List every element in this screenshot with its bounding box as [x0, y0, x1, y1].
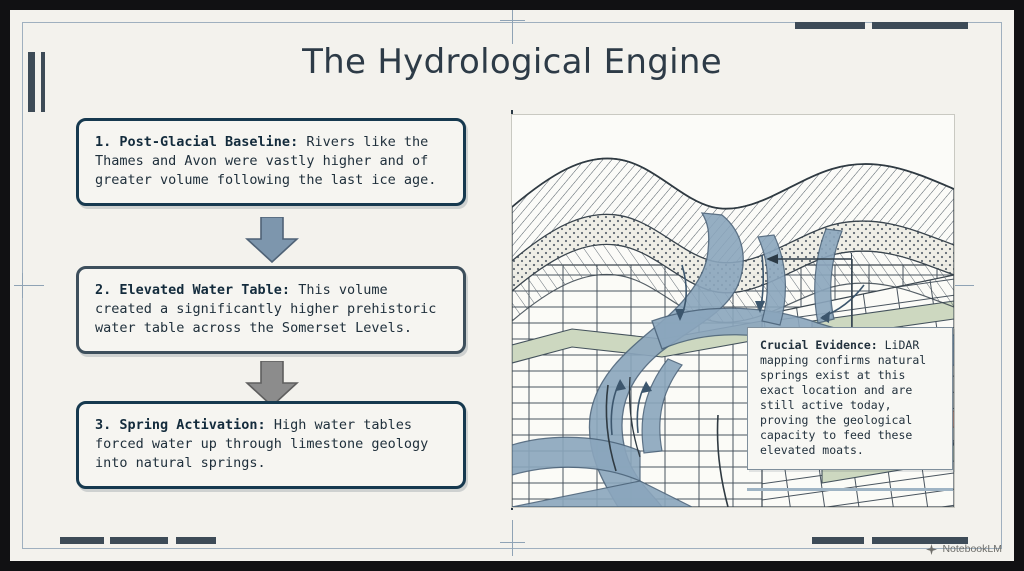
step-2-body: This volume created a significantly higher prehistoric water table across the Somerset Levels.: [95, 282, 437, 336]
arrow-step1-to-step2: [245, 217, 299, 263]
registration-tick-bottom: [512, 520, 513, 556]
registration-cross-bottom: [500, 542, 525, 543]
page-title: The Hydrological Engine: [302, 42, 722, 82]
step-3-heading: 3. Spring Activation:: [95, 417, 266, 433]
step-1-heading: 1. Post-Glacial Baseline:: [95, 134, 299, 150]
step-card-3: [76, 401, 466, 489]
callout-body: LiDAR mapping confirms natural springs exist at this exact location and are still active today, proving the geological: [760, 338, 927, 427]
callout-leader-line: [851, 253, 852, 327]
step-card-2: [76, 266, 466, 354]
notebooklm-sparkle-icon: [926, 544, 937, 555]
registration-cross-left: [22, 273, 23, 298]
corner-bar-bottom-left-c: [176, 537, 216, 544]
corner-bar-bottom-left-a: [60, 537, 104, 544]
step-card-1: [76, 118, 466, 206]
brand-label: NotebookLM: [942, 543, 1002, 555]
corner-bar-top-right-b: [872, 22, 968, 29]
registration-cross-top: [500, 20, 525, 21]
corner-bar-bottom-right-a: [812, 537, 864, 544]
callout-body-line2: capacity to feed these elevated moats.: [760, 428, 913, 457]
registration-tick-left: [14, 285, 44, 286]
corner-bar-top-right-a: [795, 22, 865, 29]
callout-underline: [747, 488, 953, 491]
corner-bar-bottom-left-b: [110, 537, 168, 544]
step-2-heading: 2. Elevated Water Table:: [95, 282, 291, 298]
step-3-body: High water tables forced water up through limestone geology into natural springs.: [95, 417, 429, 471]
registration-tick-top: [512, 8, 513, 44]
brand-footer: [926, 543, 1002, 555]
step-1-body: Rivers like the Thames and Avon were vastly higher and of greater volume following the last ice age.: [95, 134, 437, 188]
crucial-evidence-callout: [747, 327, 953, 470]
callout-heading: Crucial Evidence:: [760, 338, 878, 352]
